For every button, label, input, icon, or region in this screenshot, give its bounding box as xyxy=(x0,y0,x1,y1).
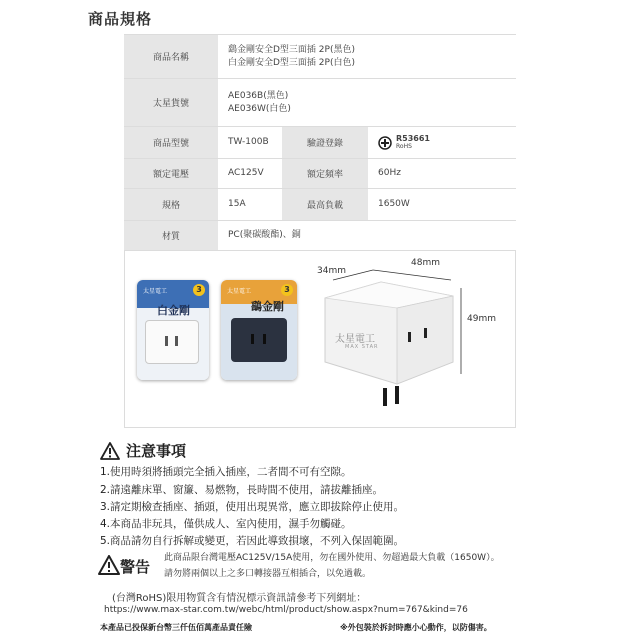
cert-sub: RoHS xyxy=(396,142,412,150)
spec-row-model xyxy=(124,127,516,159)
socket-slot-left xyxy=(408,332,411,342)
spec-row-sku xyxy=(124,79,516,127)
voltage-value: AC125V xyxy=(218,159,282,189)
spec-row-voltage xyxy=(124,159,516,189)
warning-label-icon xyxy=(98,555,120,575)
cert-code: R53661 xyxy=(396,133,430,143)
notice-item-4: 4.本商品非玩具，僅供成人、室內使用，濕手勿觸碰。 xyxy=(100,518,352,530)
name-value xyxy=(218,35,516,79)
material-label: 材質 xyxy=(124,221,218,251)
notice-heading xyxy=(100,440,186,461)
warning-triangle-icon xyxy=(100,442,120,460)
warning-label: 警告 xyxy=(120,558,151,576)
black-pkg-name: 鷂金剛 xyxy=(251,300,284,313)
rohs-note: (台灣RoHS)限用物質含有情況標示資訊請參考下列網址： xyxy=(112,593,367,604)
notice-item-1: 1.使用時須將插頭完全插入插座，二者間不可有空隙。 xyxy=(100,466,352,478)
warning-line-2: 請勿將兩個以上之多口轉接器互相插合，以免過載。 xyxy=(164,569,372,579)
product-photo-area xyxy=(124,250,516,428)
material-value: PC(聚碳酸酯)、銅 xyxy=(218,221,516,251)
section-title: 商品規格 xyxy=(88,10,153,28)
plug-prong-right xyxy=(395,386,399,404)
spec-row-material xyxy=(124,221,516,251)
unpack-note: ※外包裝於拆封時應小心動作，以防傷害。 xyxy=(340,623,492,632)
spec-label: 規格 xyxy=(124,189,218,221)
name-line-2: 白金剛安全D型三面插 2P(白色) xyxy=(228,57,355,68)
warning-line-1: 此商品限台灣電壓AC125V/15A使用，勿在國外使用、勿超過最大負載（1650W）。 xyxy=(164,553,500,563)
cert-value xyxy=(368,127,516,159)
spec-row-current xyxy=(124,189,516,221)
dim-depth-line xyxy=(333,270,373,280)
spec-row-name xyxy=(124,35,516,79)
socket-slot-right xyxy=(424,328,427,338)
notice-item-2: 2.請遠離床單、窗簾、易燃物，長時間不使用，請拔離插座。 xyxy=(100,484,384,496)
sku-line-1: AE036B(黑色) xyxy=(228,90,289,101)
white-pkg-brand: 太星電工 xyxy=(143,288,168,295)
notice-title: 注意事項 xyxy=(126,442,187,460)
white-pkg-badge: 3 xyxy=(193,284,205,296)
spec-table xyxy=(124,34,516,251)
sku-line-2: AE036W(白色) xyxy=(228,103,291,114)
notice-item-3: 3.請定期檢查插座、插頭，使用出現異常，應立即拔除停止使用。 xyxy=(100,501,405,513)
plug-brand-logo: 太星電工 xyxy=(335,334,375,345)
plug-prong-left xyxy=(383,388,387,406)
dim-width-line xyxy=(373,270,451,280)
white-package-image xyxy=(137,280,209,380)
notice-item-5: 5.商品請勿自行拆解或變更，若因此導致損壞，不列入保固範圍。 xyxy=(100,535,405,547)
model-value: TW-100B xyxy=(218,127,282,159)
bsmi-mark-icon xyxy=(378,136,392,150)
black-pkg-badge: 3 xyxy=(281,284,293,296)
model-label: 商品型號 xyxy=(124,127,218,159)
voltage-label: 額定電壓 xyxy=(124,159,218,189)
rohs-url: https://www.max-star.com.tw/webc/html/product/show.aspx?num=767&kind=76 xyxy=(104,605,468,615)
black-package-image xyxy=(221,280,297,380)
name-line-1: 鷂金剛安全D型三面插 2P(黑色) xyxy=(228,44,355,55)
white-plug-thumbnail xyxy=(145,320,199,364)
dim-depth-label: 34mm xyxy=(317,266,346,276)
freq-value: 60Hz xyxy=(368,159,516,189)
black-plug-thumbnail xyxy=(231,318,287,362)
plug-side-face xyxy=(397,296,453,384)
freq-label: 額定頻率 xyxy=(282,159,368,189)
name-label: 商品名稱 xyxy=(124,35,218,79)
spec-value: 15A xyxy=(218,189,282,221)
white-pkg-name: 白金剛 xyxy=(157,304,190,317)
sku-value xyxy=(218,79,516,127)
load-value: 1650W xyxy=(368,189,516,221)
dim-height-label: 49mm xyxy=(467,314,496,324)
plug-brand-en: MAX STAR xyxy=(345,344,379,350)
cert-label: 驗證登錄 xyxy=(282,127,368,159)
insurance-note: 本產品已投保新台幣三仟伍佰萬產品責任險 xyxy=(100,623,252,632)
dim-width-label: 48mm xyxy=(411,258,440,268)
sku-label: 太星貨號 xyxy=(124,79,218,127)
load-label: 最高負載 xyxy=(282,189,368,221)
black-pkg-brand: 太星電工 xyxy=(227,288,252,295)
